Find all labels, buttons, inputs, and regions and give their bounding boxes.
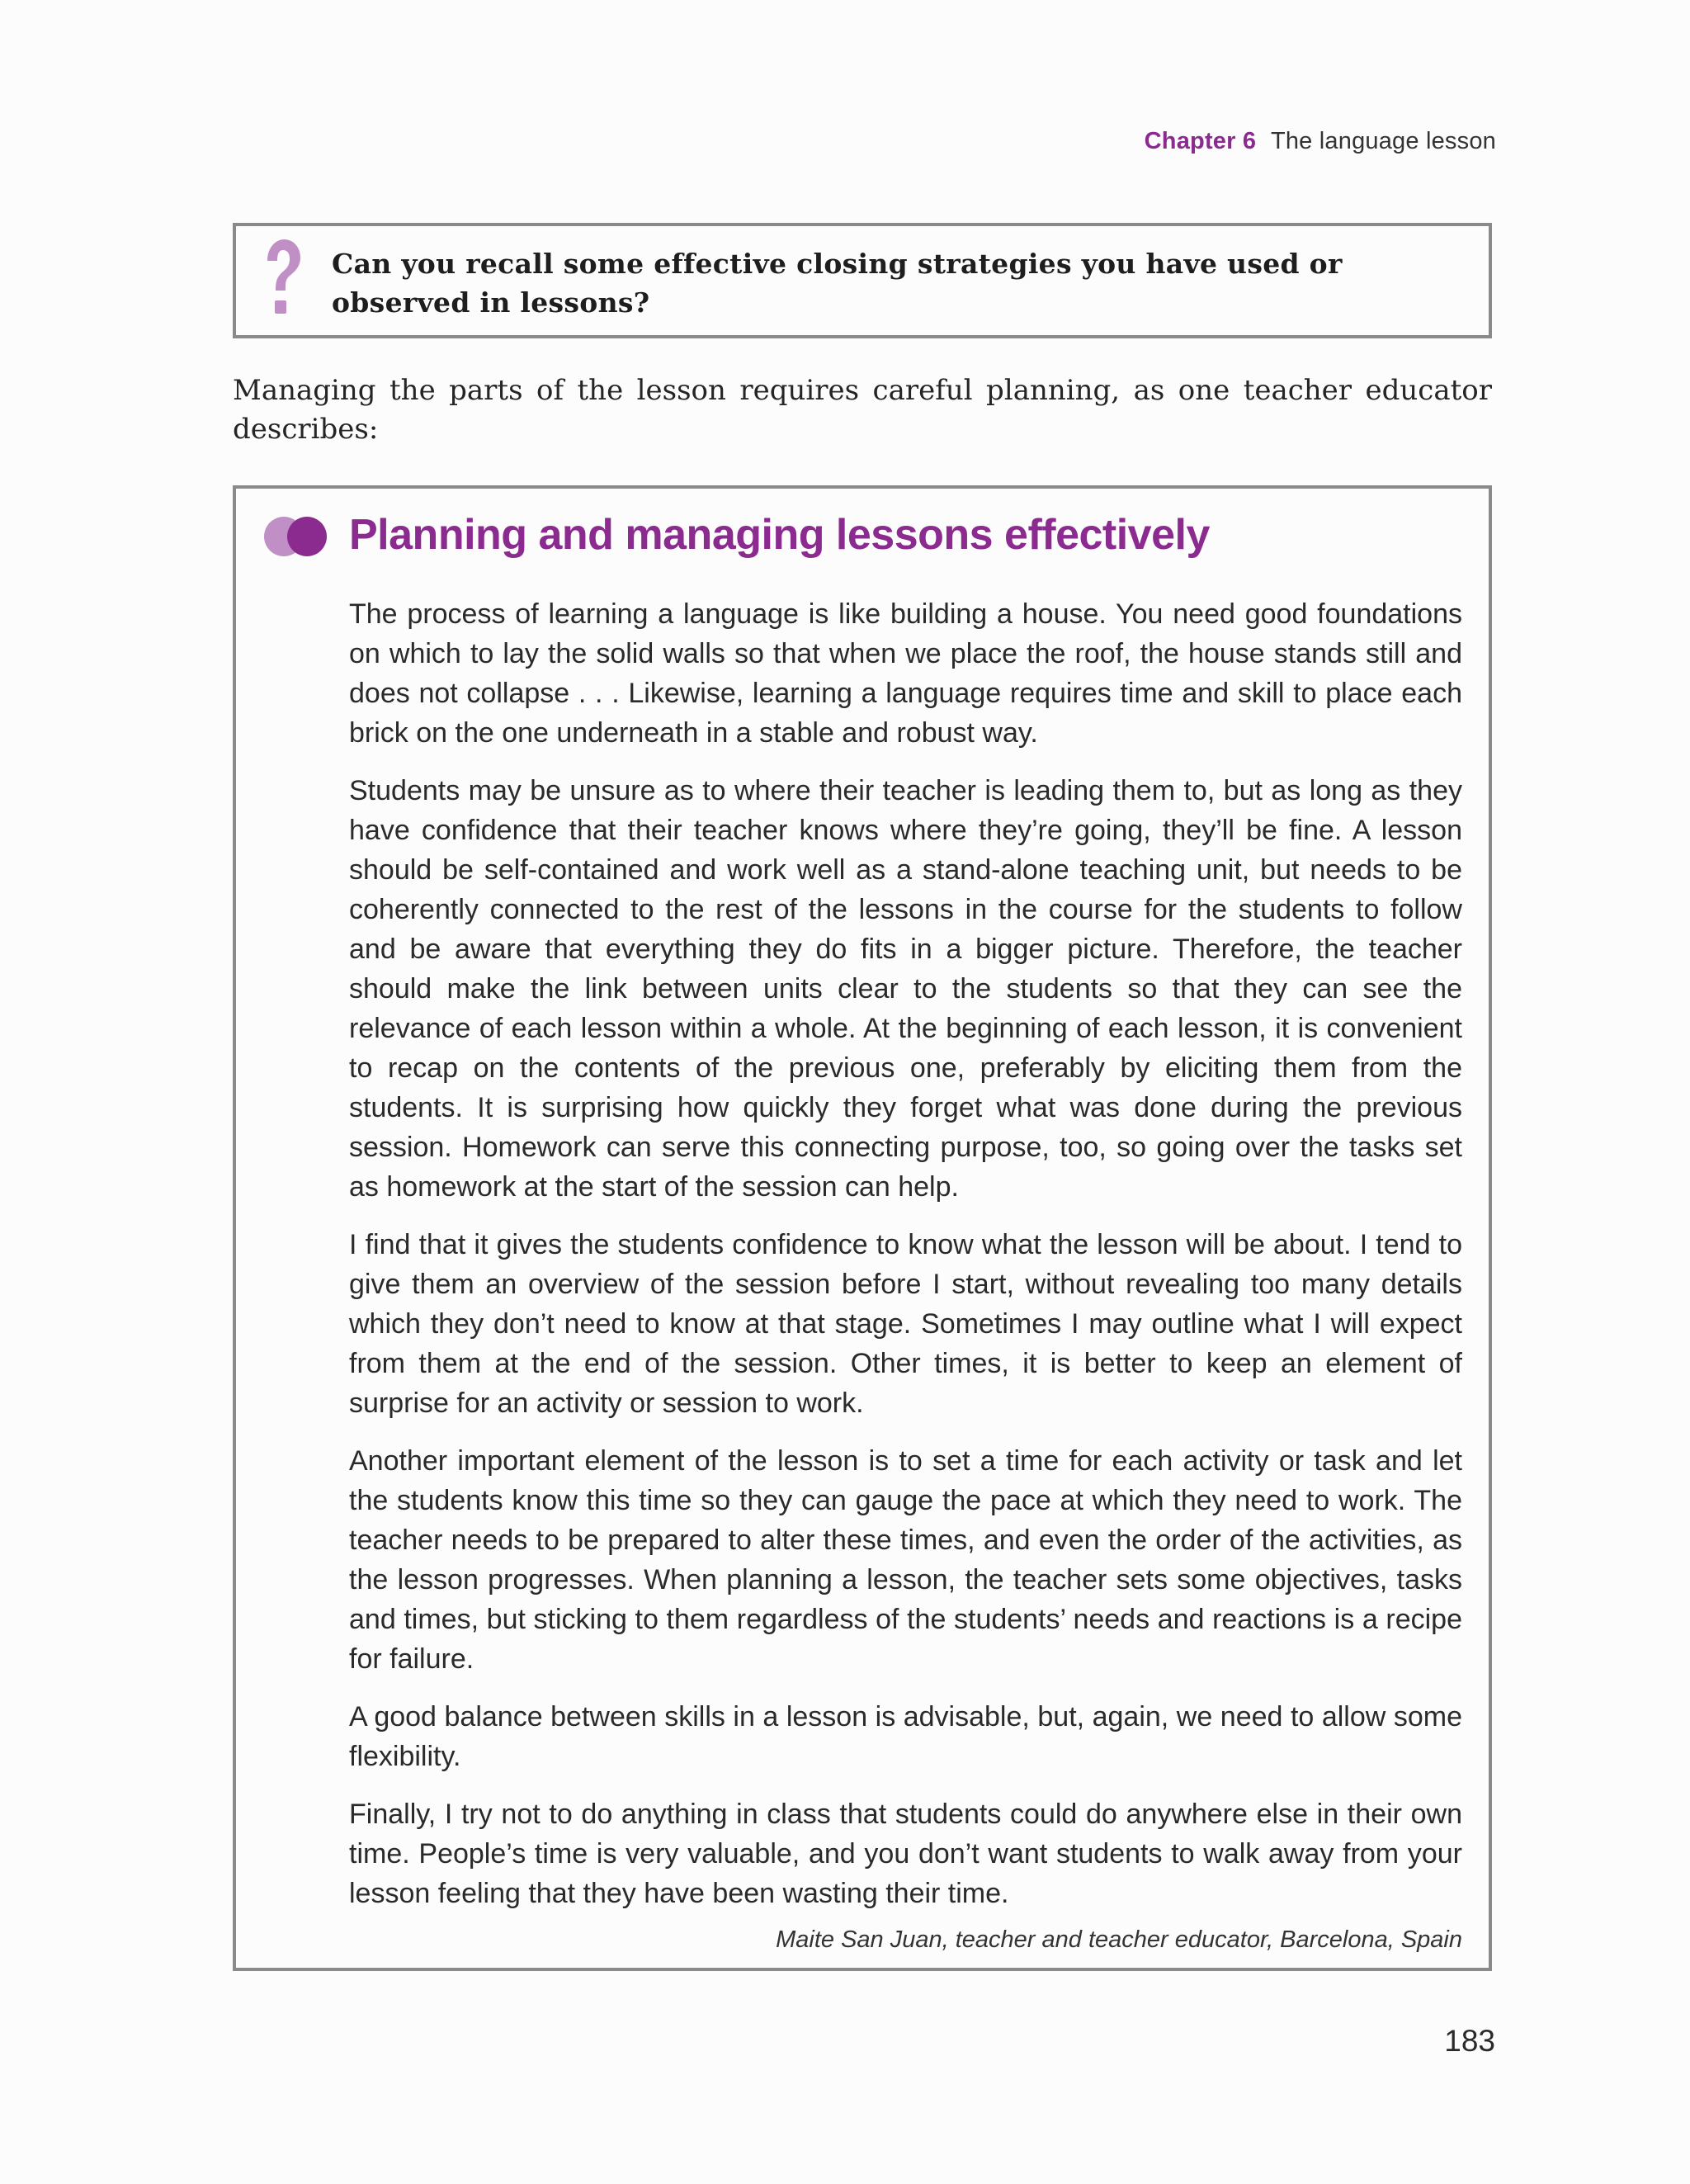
quote-box-title: Planning and managing lessons effectively [349,511,1210,559]
quote-paragraph: Students may be unsure as to where their teacher is leading them to, but as long as they have confidence that their teacher knows where they’re going, they’ll be fine. A lesson should be self-contained and work well as a stand-alone teaching unit, but needs to be coherently connected to the rest of the lessons in the course for the students to follow and be aware that everything they do fits in a bigger picture. Therefore, the teacher should make the link between units clear to the students so that they can see the relevance of each lesson within a whole. At the beginning of each lesson, it is convenient to recap on the contents of the previous one, preferably by eliciting them from the students. It is surprising how quickly they forget what was done during the previous session. Homework can serve this connecting purpose, too, so going over the tasks set as homework at the start of the session can help. [349,775,1462,1203]
quote-paragraph: I find that it gives the students confidence to know what the lesson will be about. I tend to give them an overview of the session before I start, without revealing too many details which they don’t need to know at that stage. Sometimes I may outline what I will expect from them at the end of the session. Other times, it is better to keep an element of surprise for an activity or session to work. [349,1229,1462,1419]
quote-attribution: Maite San Juan, teacher and teacher educator, Barcelona, Spain [776,1926,1462,1953]
page-number: 183 [1444,2024,1495,2058]
quote-paragraph: A good balance between skills in a lesson is advisable, but, again, we need to allow some flexibility. [349,1701,1462,1772]
quote-paragraph: Finally, I try not to do anything in class that students could do anywhere else in their own time. People’s time is very valuable, and you don’t want students to walk away from your lesson feeling that they have been wasting their time. [349,1799,1462,1909]
running-header [1145,128,1496,155]
reflection-question-box [233,223,1492,338]
question-mark-icon [261,236,304,327]
teacher-quote-box [233,485,1492,1971]
quote-paragraph: The process of learning a language is like building a house. You need good foundations on which to lay the solid walls so that when we place the roof, the house stands still and does not collapse . . . Likewise, learning a language requires time and skill to place each brick on the one underneath in a stable and robust way. [349,598,1462,749]
quote-body [349,594,1462,1956]
reflection-question-text: Can you recall some effective closing strategies you have used or observed in lessons? [332,248,1343,319]
speech-bubbles-icon [262,513,330,560]
chapter-label: Chapter 6 [1144,128,1257,154]
chapter-title: The language lesson [1270,128,1496,154]
intro-paragraph: Managing the parts of the lesson requires careful planning, as one teacher educator describes: [233,374,1492,446]
quote-paragraph: Another important element of the lesson is to set a time for each activity or task and let the students know this time so they can gauge the pace at which they need to work. The teacher needs to be prepared to alter these times, and even the order of the activities, as the lesson progresses. When planning a lesson, the teacher sets some objectives, tasks and times, but sticking to them regardless of the students’ needs and reactions is a recipe for failure. [349,1445,1462,1675]
